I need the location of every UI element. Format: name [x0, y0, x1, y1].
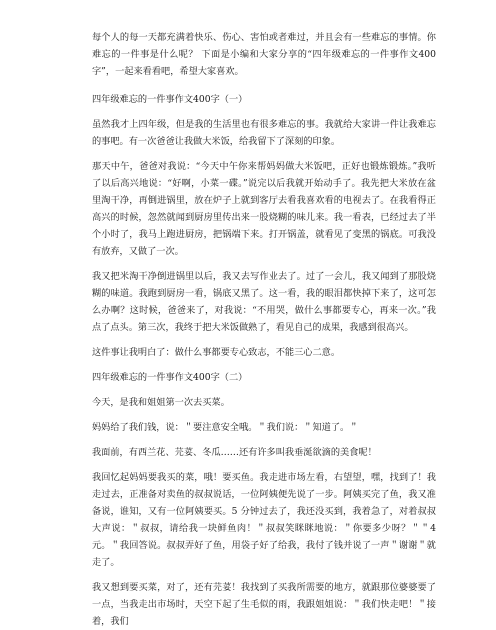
essay2-title: 四年级难忘的一件事作文400字（二）	[92, 372, 248, 383]
essay1-paragraph-1: 虽然我才上四年级，但是我的生活里也有很多难忘的事。我就给大家讲一件让我难忘的事吧。有一次爸爸让我做大米饭，给我留下了深刻的印象。	[92, 119, 436, 147]
essay2-paragraph-3: 我面前，有西兰花、芫荽、冬瓜……还有许多叫我垂涎欲滴的美食呢！	[92, 447, 377, 458]
essay2-paragraph-5: 我又想到要买菜，对了，还有芫荽！我找到了买我所需要的地方，就跟那位婆婆要了一点，当我走出市场时，天空下起了生毛似的雨，我跟姐姐说：＂我们快走吧！＂接着，我们	[92, 582, 436, 627]
essay1-paragraph-2: 那天中午，爸爸对我说：“今天中午你来帮妈妈做大米饭吧，正好也锻炼锻炼。”我听了以后高兴地说：“好啊，小菜一碟。”说完以后我就开始动手了。我先把大米放在盆里淘干净，再倒进锅里，放在炉子上就到客厅去看我喜欢看的电视去了。在我看得正高兴的时候，忽然就闻到厨房里传出来一股烧糊的味儿来。我一看表，已经过去了半个小时了，我马上跑进厨房，把锅端下来。打开锅盖，就看见了变黑的锅底。可我没有放弃，又做了一次。	[92, 161, 436, 257]
essay1-title: 四年级难忘的一件事作文400字（一）	[92, 94, 248, 105]
intro-paragraph: 每个人的每一天都充满着快乐、伤心、害怕或者难过，并且会有一些难忘的事情。你难忘的一件事是什么呢？ 下面是小编和大家分享的“四年级难忘的一件事作文400字”，一起来看看吧，希望大家喜欢。	[92, 32, 436, 77]
essay2-paragraph-4: 我回忆起妈妈要我买的菜，哦！要买鱼。我走进市场左看，右望望，嘿，找到了！我走过去，正准备对卖鱼的叔叔说话，一位阿姨便先说了一步。阿姨买完了鱼，我又准备说，谁知，又有一位阿姨要买。5 分钟过去了，我还没买到，我着急了，对着叔叔大声说：＂叔叔，请给我一块鲜鱼肉！＂叔叔笑眯眯地说：＂你要多少呀？＂＂4 元。＂我回答说。叔叔弄好了鱼，用袋子好了给我，我付了钱并说了一声＂谢谢＂就走了。	[92, 472, 436, 568]
essay1-paragraph-3: 我又把米淘干净倒进锅里以后，我又去写作业去了。过了一会儿，我又闻到了那股烧糊的味道。我跑到厨房一看，锅底又黑了。这一看，我的眼泪都快掉下来了，这可怎么办啊？这时候，爸爸来了，对我说：“不用哭，做什么事都要专心，再来一次。”我点了点头。第三次，我终于把大米饭做熟了，看见自己的成果，我感到很高兴。	[92, 271, 436, 333]
essay1-paragraph-4: 这件事让我明白了：做什么事都要专心致志，不能三心二意。	[92, 347, 341, 358]
essay2-paragraph-1: 今天，是我和姐姐第一次去买菜。	[92, 397, 230, 408]
essay2-paragraph-2: 妈妈给了我们钱，说：＂要注意安全哦。＂我们说：＂知道了。＂	[92, 422, 359, 433]
